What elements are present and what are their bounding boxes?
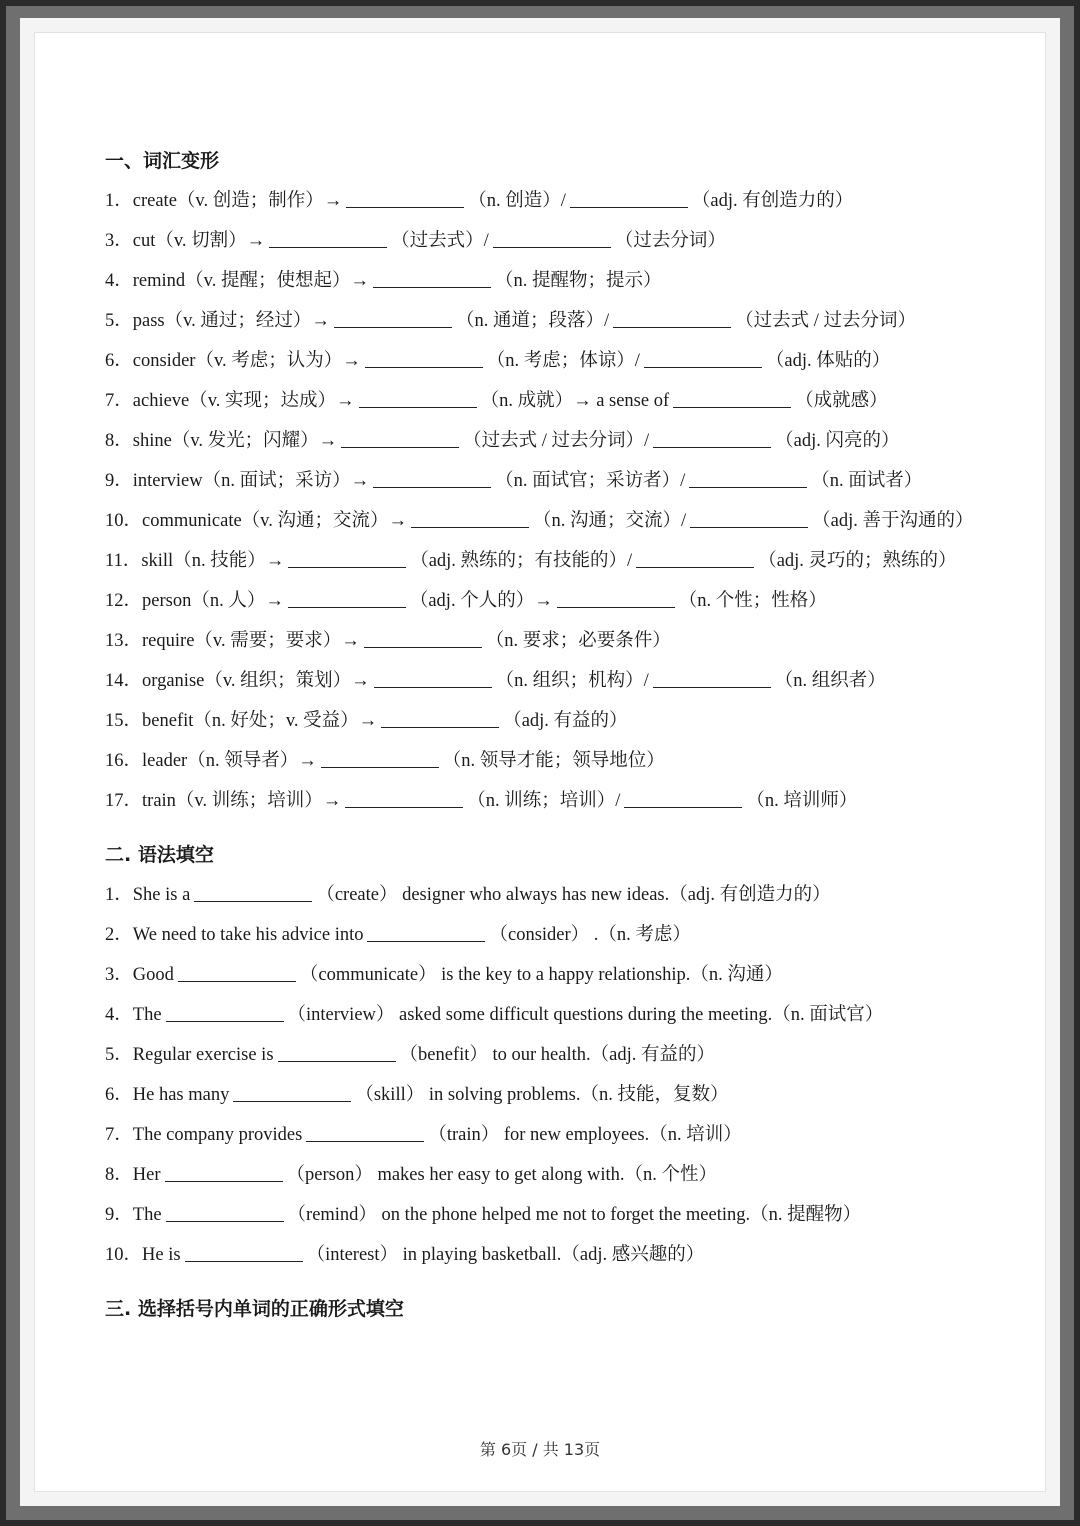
item-text: shine（v. 发光；闪耀）→: [132, 431, 338, 451]
vocab-item: [105, 341, 985, 381]
sentence-end: （person） makes her easy to get along with.（n. 个性）: [286, 1165, 718, 1185]
item-text: （n. 考虑；体谅）/: [486, 351, 640, 371]
answer-blank[interactable]: [653, 425, 771, 448]
item-text: （adj. 体贴的）: [765, 351, 891, 371]
sentence-end: （consider） .（n. 考虑）: [489, 925, 691, 945]
item-text: （n. 训练；培训）/: [467, 791, 621, 811]
sentence-end: （remind） on the phone helped me not to forget the meeting.（n. 提醒物）: [287, 1205, 862, 1225]
item-text: （过去式 / 过去分词）: [735, 311, 916, 331]
answer-blank[interactable]: [341, 425, 459, 448]
answer-blank[interactable]: [570, 185, 688, 208]
answer-blank[interactable]: [288, 545, 406, 568]
item-text: （n. 培训师）: [746, 791, 858, 811]
item-number: 8．: [105, 431, 133, 451]
answer-blank[interactable]: [166, 999, 284, 1022]
sentence-start: The: [132, 1205, 162, 1225]
item-number: 2．: [105, 925, 133, 945]
grammar-item: [105, 1235, 985, 1275]
item-text: （n. 面试官；采访者）/: [495, 471, 686, 491]
item-number: 12．: [105, 591, 143, 611]
item-text: （n. 组织者）: [774, 671, 886, 691]
sentence-start: The company provides: [132, 1125, 303, 1145]
item-text: （adj. 个人的）→: [409, 591, 553, 611]
answer-blank[interactable]: [345, 785, 463, 808]
answer-blank[interactable]: [334, 305, 452, 328]
sentence-start: Good: [132, 965, 174, 985]
paper: [20, 18, 1060, 1506]
sentence-end: （skill） in solving problems.（n. 技能，复数）: [355, 1085, 729, 1105]
grammar-item: [105, 1155, 985, 1195]
answer-blank[interactable]: [644, 345, 762, 368]
answer-blank[interactable]: [185, 1239, 303, 1262]
item-text: pass（v. 通过；经过）→: [132, 311, 330, 331]
item-text: （过去式）/: [391, 231, 489, 251]
answer-blank[interactable]: [364, 625, 482, 648]
answer-blank[interactable]: [166, 1199, 284, 1222]
answer-blank[interactable]: [624, 785, 742, 808]
item-text: skill（n. 技能）→: [141, 551, 285, 571]
sentence-start: Her: [132, 1165, 161, 1185]
grammar-item: [105, 1115, 985, 1155]
vocab-item: [105, 301, 985, 341]
grammar-item: [105, 1075, 985, 1115]
sentence-end: （train） for new employees.（n. 培训）: [428, 1125, 742, 1145]
section-1-list: [105, 181, 985, 821]
item-text: （n. 沟通；交流）/: [532, 511, 687, 531]
item-text: （adj. 闪亮的）: [775, 431, 900, 451]
item-number: 1．: [105, 191, 133, 211]
item-text: train（v. 训练；培训）→: [142, 791, 342, 811]
item-text: （过去分词）: [614, 231, 726, 251]
grammar-item: [105, 995, 985, 1035]
answer-blank[interactable]: [374, 665, 492, 688]
vocab-item: [105, 461, 985, 501]
item-text: （成就感）: [795, 391, 888, 411]
vocab-item: [105, 501, 985, 541]
paper-inner: [34, 32, 1046, 1492]
item-number: 8．: [105, 1165, 133, 1185]
answer-blank[interactable]: [321, 745, 439, 768]
grammar-item: [105, 1195, 985, 1235]
answer-blank[interactable]: [689, 465, 807, 488]
answer-blank[interactable]: [373, 265, 491, 288]
answer-blank[interactable]: [306, 1119, 424, 1142]
item-text: communicate（v. 沟通；交流）→: [142, 511, 407, 531]
item-number: 6．: [105, 351, 133, 371]
answer-blank[interactable]: [367, 919, 485, 942]
worksheet-content: [105, 141, 985, 1329]
vocab-item: [105, 421, 985, 461]
answer-blank[interactable]: [278, 1039, 396, 1062]
item-number: 10．: [105, 1245, 143, 1265]
grammar-item: [105, 915, 985, 955]
sentence-end: （create） designer who always has new ideas.（adj. 有创造力的）: [316, 885, 831, 905]
item-text: create（v. 创造；制作）→: [132, 191, 343, 211]
answer-blank[interactable]: [690, 505, 808, 528]
item-number: 17．: [105, 791, 143, 811]
item-text: organise（v. 组织；策划）→: [142, 671, 370, 691]
vocab-item: [105, 381, 985, 421]
item-text: （n. 组织；机构）/: [495, 671, 649, 691]
item-text: （adj. 熟练的；有技能的）/: [410, 551, 633, 571]
item-number: 9．: [105, 1205, 133, 1225]
page-footer: 第 6页 / 共 13页: [479, 1440, 601, 1459]
answer-blank[interactable]: [269, 225, 387, 248]
grammar-item: [105, 1035, 985, 1075]
answer-blank[interactable]: [365, 345, 483, 368]
item-number: 1．: [105, 885, 133, 905]
vocab-item: [105, 741, 985, 781]
item-text: interview（n. 面试；采访）→: [132, 471, 370, 491]
item-number: 4．: [105, 1005, 133, 1025]
item-text: （n. 成就）→ a sense of: [480, 391, 670, 411]
answer-blank[interactable]: [233, 1079, 351, 1102]
item-number: 5．: [105, 311, 133, 331]
answer-blank[interactable]: [557, 585, 675, 608]
item-text: （n. 通道；段落）/: [455, 311, 610, 331]
vocab-item: [105, 701, 985, 741]
item-text: person（n. 人）→: [142, 591, 284, 611]
answer-blank[interactable]: [165, 1159, 283, 1182]
answer-blank[interactable]: [288, 585, 406, 608]
vocab-item: [105, 661, 985, 701]
item-text: （adj. 有创造力的）: [691, 191, 854, 211]
item-text: cut（v. 切割）→: [132, 231, 266, 251]
item-number: 13．: [105, 631, 143, 651]
sentence-end: （communicate） is the key to a happy relationship.（n. 沟通）: [299, 965, 783, 985]
answer-blank[interactable]: [653, 665, 771, 688]
item-number: 9．: [105, 471, 133, 491]
sentence-start: He is: [142, 1245, 181, 1265]
section-2-list: [105, 875, 985, 1275]
item-number: 10．: [105, 511, 143, 531]
vocab-item: [105, 261, 985, 301]
vocab-item: [105, 781, 985, 821]
sentence-end: （interest） in playing basketball.（adj. 感兴趣的）: [306, 1245, 705, 1265]
item-number: 11．: [105, 551, 142, 571]
item-text: benefit（n. 好处；v. 受益）→: [142, 711, 378, 731]
item-text: remind（v. 提醒；使想起）→: [132, 271, 369, 291]
sentence-start: The: [132, 1005, 162, 1025]
answer-blank[interactable]: [381, 705, 499, 728]
answer-blank[interactable]: [613, 305, 731, 328]
item-number: 14．: [105, 671, 143, 691]
item-text: consider（v. 考虑；认为）→: [132, 351, 361, 371]
item-text: （n. 面试者）: [811, 471, 923, 491]
vocab-item: [105, 221, 985, 261]
answer-blank[interactable]: [636, 545, 754, 568]
section-1-heading: 一、词汇变形: [105, 150, 220, 172]
item-text: （n. 要求；必要条件）: [485, 631, 671, 651]
grammar-item: [105, 955, 985, 995]
item-text: leader（n. 领导者）→: [142, 751, 317, 771]
item-number: 15．: [105, 711, 143, 731]
answer-blank[interactable]: [194, 879, 312, 902]
answer-blank[interactable]: [411, 505, 529, 528]
answer-blank[interactable]: [346, 185, 464, 208]
item-text: （n. 领导才能；领导地位）: [442, 751, 665, 771]
vocab-item: [105, 581, 985, 621]
answer-blank[interactable]: [673, 385, 791, 408]
item-text: require（v. 需要；要求）→: [142, 631, 360, 651]
sentence-start: He has many: [132, 1085, 230, 1105]
answer-blank[interactable]: [359, 385, 477, 408]
sentence-end: （benefit） to our health.（adj. 有益的）: [399, 1045, 715, 1065]
page-frame: [6, 6, 1074, 1520]
item-number: 6．: [105, 1085, 133, 1105]
vocab-item: [105, 621, 985, 661]
sentence-start: Regular exercise is: [132, 1045, 274, 1065]
sentence-end: （interview） asked some difficult questions during the meeting.（n. 面试官）: [287, 1005, 884, 1025]
sentence-start: We need to take his advice into: [132, 925, 364, 945]
item-number: 4．: [105, 271, 133, 291]
item-text: （过去式 / 过去分词）/: [463, 431, 650, 451]
item-text: （adj. 善于沟通的）: [812, 511, 974, 531]
grammar-item: [105, 875, 985, 915]
item-number: 3．: [105, 965, 133, 985]
vocab-item: [105, 541, 985, 581]
section-2-heading: 二. 语法填空: [105, 844, 214, 866]
item-text: （n. 提醒物；提示）: [494, 271, 662, 291]
answer-blank[interactable]: [373, 465, 491, 488]
item-text: （adj. 灵巧的；熟练的）: [758, 551, 957, 571]
section-3-heading: 三. 选择括号内单词的正确形式填空: [105, 1298, 404, 1320]
item-number: 7．: [105, 391, 133, 411]
item-number: 7．: [105, 1125, 133, 1145]
vocab-item: [105, 181, 985, 221]
answer-blank[interactable]: [178, 959, 296, 982]
item-text: （n. 个性；性格）: [678, 591, 827, 611]
item-number: 3．: [105, 231, 133, 251]
item-number: 5．: [105, 1045, 133, 1065]
item-text: （n. 创造）/: [468, 191, 566, 211]
item-number: 16．: [105, 751, 143, 771]
sentence-start: She is a: [132, 885, 191, 905]
answer-blank[interactable]: [493, 225, 611, 248]
item-text: （adj. 有益的）: [503, 711, 628, 731]
item-text: achieve（v. 实现；达成）→: [132, 391, 355, 411]
